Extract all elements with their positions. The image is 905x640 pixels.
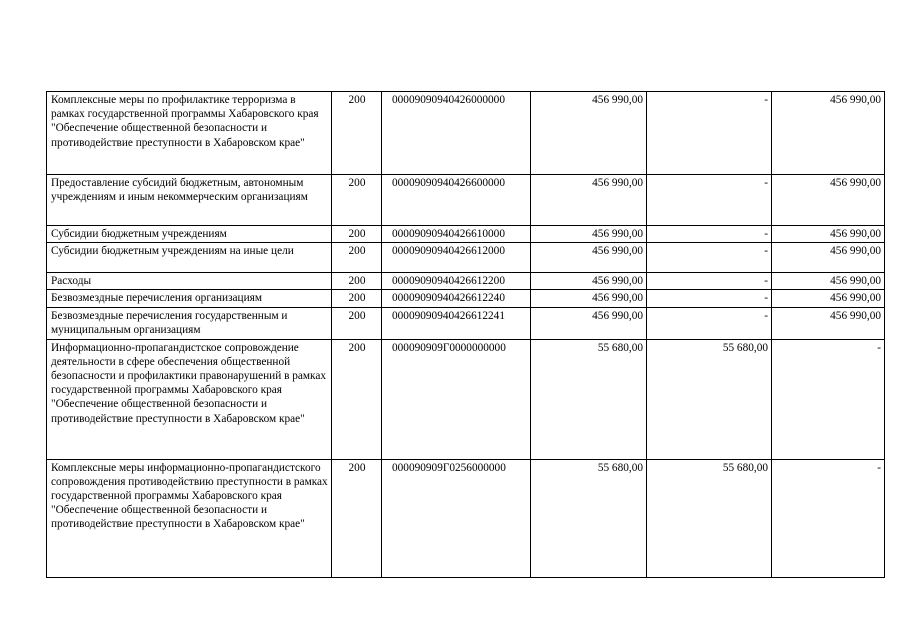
unexecuted-amount: 456 990,00: [772, 243, 885, 273]
table-row: [47, 175, 885, 226]
executed-amount: -: [647, 92, 772, 175]
executed-amount: -: [647, 175, 772, 226]
approved-amount: 456 990,00: [531, 290, 647, 307]
line-code: 200: [332, 339, 382, 459]
classification-code: 00009090940426610000: [382, 226, 531, 243]
line-code: 200: [332, 92, 382, 175]
executed-amount: -: [647, 243, 772, 273]
unexecuted-amount: 456 990,00: [772, 307, 885, 339]
table-row: [47, 307, 885, 339]
classification-code: 00009090940426600000: [382, 175, 531, 226]
unexecuted-amount: 456 990,00: [772, 92, 885, 175]
approved-amount: 456 990,00: [531, 273, 647, 290]
table-row: [47, 459, 885, 577]
executed-amount: -: [647, 226, 772, 243]
expense-name: Предоставление субсидий бюджетным, автономным учреждениям и иным некоммерческим организациям: [47, 175, 332, 226]
classification-code: 00009090940426612240: [382, 290, 531, 307]
executed-amount: 55 680,00: [647, 459, 772, 577]
line-code: 200: [332, 307, 382, 339]
classification-code: 000090909Г0256000000: [382, 459, 531, 577]
classification-code: 00009090940426612241: [382, 307, 531, 339]
table-row: [47, 92, 885, 175]
approved-amount: 456 990,00: [531, 307, 647, 339]
approved-amount: 456 990,00: [531, 175, 647, 226]
line-code: 200: [332, 273, 382, 290]
approved-amount: 456 990,00: [531, 226, 647, 243]
table-row: [47, 226, 885, 243]
expense-name: Комплексные меры информационно-пропагандистского сопровождения противодействию преступности в рамках государственной программы Хабаровского края "Обеспечение общественной безопасности и противодействие преступности в Хабаровском крае": [47, 459, 332, 577]
executed-amount: -: [647, 290, 772, 307]
approved-amount: 55 680,00: [531, 459, 647, 577]
expense-name: Безвозмездные перечисления государственным и муниципальным организациям: [47, 307, 332, 339]
table-row: [47, 243, 885, 273]
expense-name: Комплексные меры по профилактике терроризма в рамках государственной программы Хабаровского края "Обеспечение общественной безопасности и противодействие преступности в Хабаровском крае": [47, 92, 332, 175]
executed-amount: -: [647, 273, 772, 290]
executed-amount: -: [647, 307, 772, 339]
unexecuted-amount: 456 990,00: [772, 273, 885, 290]
approved-amount: 55 680,00: [531, 339, 647, 459]
approved-amount: 456 990,00: [531, 92, 647, 175]
table-row: [47, 273, 885, 290]
expense-name: Расходы: [47, 273, 332, 290]
executed-amount: 55 680,00: [647, 339, 772, 459]
table-row: [47, 290, 885, 307]
line-code: 200: [332, 243, 382, 273]
expense-name: Субсидии бюджетным учреждениям: [47, 226, 332, 243]
table-row: [47, 339, 885, 459]
line-code: 200: [332, 175, 382, 226]
unexecuted-amount: -: [772, 459, 885, 577]
expense-name: Безвозмездные перечисления организациям: [47, 290, 332, 307]
unexecuted-amount: 456 990,00: [772, 175, 885, 226]
classification-code: 00009090940426612200: [382, 273, 531, 290]
unexecuted-amount: 456 990,00: [772, 226, 885, 243]
unexecuted-amount: 456 990,00: [772, 290, 885, 307]
unexecuted-amount: -: [772, 339, 885, 459]
expense-name: Информационно-пропагандистское сопровождение деятельности в сфере обеспечения общественной безопасности и профилактики правонарушений в рамках государственной программы Хабаровского края "Обеспечение общественной безопасности и противодействие преступности в Хабаровском крае": [47, 339, 332, 459]
approved-amount: 456 990,00: [531, 243, 647, 273]
expense-name: Субсидии бюджетным учреждениям на иные цели: [47, 243, 332, 273]
classification-code: 00009090940426000000: [382, 92, 531, 175]
classification-code: 000090909Г0000000000: [382, 339, 531, 459]
line-code: 200: [332, 459, 382, 577]
classification-code: 00009090940426612000: [382, 243, 531, 273]
line-code: 200: [332, 290, 382, 307]
budget-execution-table: [46, 91, 885, 578]
line-code: 200: [332, 226, 382, 243]
